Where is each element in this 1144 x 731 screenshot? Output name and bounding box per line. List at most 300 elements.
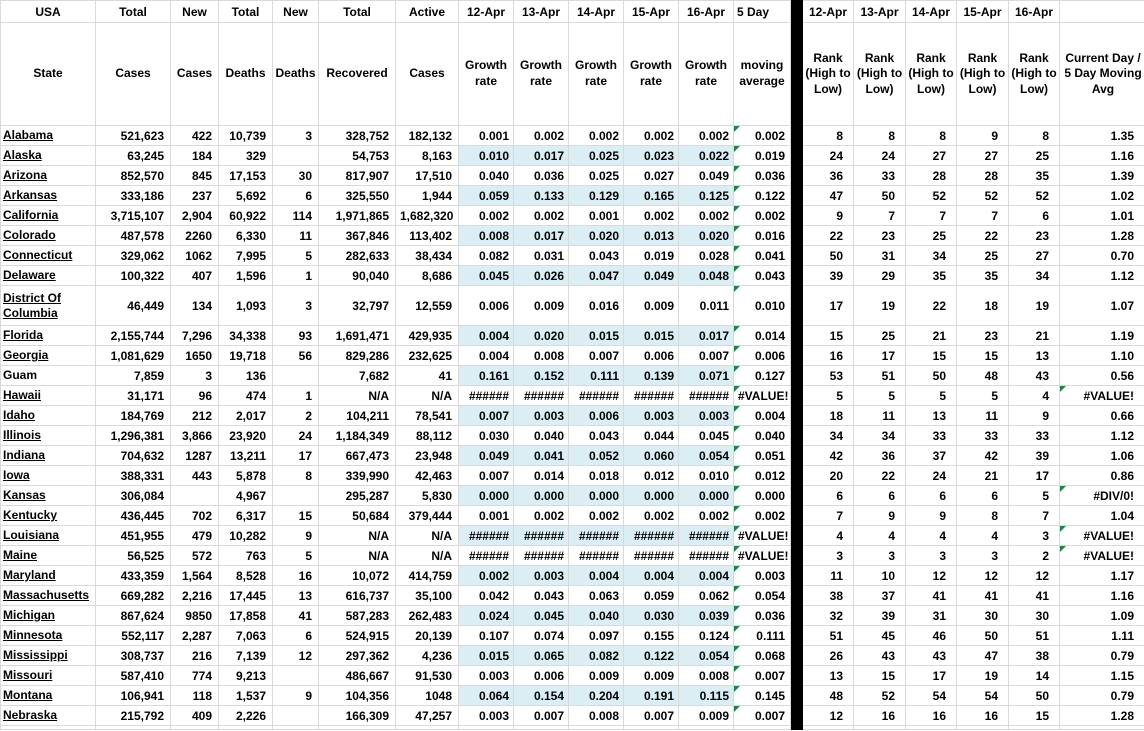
cell-growth-rate[interactable]: 0.015: [459, 646, 514, 666]
cell-new-cases[interactable]: 1062: [171, 246, 219, 266]
cell-rank[interactable]: 36: [854, 446, 906, 466]
header-state[interactable]: State: [1, 23, 96, 126]
cell-state[interactable]: District Of Columbia: [1, 286, 96, 326]
cell-active-cases[interactable]: 414,759: [396, 566, 459, 586]
header-date-13apr-rank[interactable]: 13-Apr: [854, 1, 906, 23]
cell-growth-rate[interactable]: ######: [624, 546, 679, 566]
cell-current-day-ratio[interactable]: 1.28: [1060, 706, 1144, 726]
header-moving-average[interactable]: moving average: [734, 23, 791, 126]
cell-active-cases[interactable]: N/A: [396, 526, 459, 546]
cell-rank[interactable]: 50: [854, 186, 906, 206]
header-rank-13apr[interactable]: Rank (High to Low): [854, 23, 906, 126]
cell-growth-rate[interactable]: 0.064: [459, 686, 514, 706]
cell-rank[interactable]: 47: [957, 646, 1009, 666]
cell-rank[interactable]: 33: [957, 426, 1009, 446]
cell-new-deaths[interactable]: [273, 706, 319, 726]
cell-rank[interactable]: 16: [803, 346, 854, 366]
cell-rank[interactable]: 14: [1009, 666, 1060, 686]
cell-recovered[interactable]: 817,907: [319, 166, 396, 186]
cell-rank[interactable]: 9: [803, 206, 854, 226]
cell-state[interactable]: Guam: [1, 366, 96, 386]
cell-rank[interactable]: 41: [906, 586, 957, 606]
cell-growth-rate[interactable]: 0.025: [569, 146, 624, 166]
cell-active-cases[interactable]: N/A: [396, 386, 459, 406]
cell-growth-rate[interactable]: 0.045: [679, 426, 734, 446]
cell-rank[interactable]: 24: [803, 146, 854, 166]
cell-growth-rate[interactable]: 0.044: [624, 426, 679, 446]
cell-moving-average[interactable]: 0.006: [734, 346, 791, 366]
cell-growth-rate[interactable]: 0.007: [569, 346, 624, 366]
cell-state[interactable]: Louisiana: [1, 526, 96, 546]
cell-state[interactable]: Connecticut: [1, 246, 96, 266]
cell-recovered[interactable]: 367,846: [319, 226, 396, 246]
cell-new-cases[interactable]: 7,296: [171, 326, 219, 346]
cell-current-day-ratio[interactable]: #VALUE!: [1060, 526, 1144, 546]
cell-new-deaths[interactable]: 8: [273, 466, 319, 486]
cell-growth-rate[interactable]: 0.115: [679, 686, 734, 706]
cell-total-cases[interactable]: 1,296,381: [96, 426, 171, 446]
cell-growth-rate[interactable]: 0.004: [624, 566, 679, 586]
cell-total-deaths[interactable]: 6,317: [219, 506, 273, 526]
cell-active-cases[interactable]: 182,132: [396, 126, 459, 146]
cell-rank[interactable]: 53: [803, 366, 854, 386]
cell-growth-rate[interactable]: 0.139: [624, 366, 679, 386]
cell-new-cases[interactable]: 9850: [171, 606, 219, 626]
cell-growth-rate[interactable]: 0.028: [679, 246, 734, 266]
cell-rank[interactable]: 51: [854, 366, 906, 386]
cell-recovered[interactable]: 829,286: [319, 346, 396, 366]
cell-growth-rate[interactable]: 0.004: [459, 326, 514, 346]
cell-new-deaths[interactable]: 17: [273, 446, 319, 466]
cell-growth-rate[interactable]: 0.031: [514, 246, 569, 266]
cell-growth-rate[interactable]: 0.000: [679, 486, 734, 506]
cell-rank[interactable]: 37: [906, 446, 957, 466]
cell-new-deaths[interactable]: 56: [273, 346, 319, 366]
cell-recovered[interactable]: 282,633: [319, 246, 396, 266]
cell-rank[interactable]: 38: [1009, 646, 1060, 666]
cell-state[interactable]: Indiana: [1, 446, 96, 466]
cell-growth-rate[interactable]: 0.041: [514, 446, 569, 466]
cell-growth-rate[interactable]: 0.040: [514, 426, 569, 446]
cell-total-cases[interactable]: 100,322: [96, 266, 171, 286]
cell-growth-rate[interactable]: 0.161: [459, 366, 514, 386]
cell-rank[interactable]: 19: [957, 666, 1009, 686]
cell-total-deaths[interactable]: 8,528: [219, 566, 273, 586]
cell-rank[interactable]: 9: [1009, 406, 1060, 426]
cell-rank[interactable]: 29: [854, 266, 906, 286]
cell-moving-average[interactable]: 0.054: [734, 586, 791, 606]
cell-growth-rate[interactable]: 0.003: [514, 406, 569, 426]
cell-total-deaths[interactable]: 17,445: [219, 586, 273, 606]
cell-new-cases[interactable]: 422: [171, 126, 219, 146]
cell-growth-rate[interactable]: 0.007: [514, 706, 569, 726]
cell-growth-rate[interactable]: 0.007: [624, 706, 679, 726]
cell-active-cases[interactable]: 4,236: [396, 646, 459, 666]
cell-total-cases[interactable]: 31,171: [96, 386, 171, 406]
cell-new-cases[interactable]: [171, 486, 219, 506]
cell-growth-rate[interactable]: 0.054: [679, 646, 734, 666]
cell-recovered[interactable]: 486,667: [319, 666, 396, 686]
cell-total-deaths[interactable]: 60,922: [219, 206, 273, 226]
cell-growth-rate[interactable]: 0.002: [679, 206, 734, 226]
header-new-cases[interactable]: Cases: [171, 23, 219, 126]
cell-rank[interactable]: 11: [854, 406, 906, 426]
cell-state[interactable]: Mississippi: [1, 646, 96, 666]
cell-growth-rate[interactable]: 0.015: [569, 326, 624, 346]
cell-total-deaths[interactable]: 7,995: [219, 246, 273, 266]
header-date-12apr-rank[interactable]: 12-Apr: [803, 1, 854, 23]
cell-moving-average[interactable]: 0.000: [734, 486, 791, 506]
cell-rank[interactable]: 17: [1009, 466, 1060, 486]
cell-rank[interactable]: 16: [906, 706, 957, 726]
cell-new-deaths[interactable]: 41: [273, 606, 319, 626]
cell-rank[interactable]: 8: [906, 126, 957, 146]
cell-rank[interactable]: 23: [1009, 226, 1060, 246]
cell-growth-rate[interactable]: 0.014: [514, 466, 569, 486]
cell-new-cases[interactable]: 184: [171, 146, 219, 166]
cell-new-deaths[interactable]: 13: [273, 586, 319, 606]
cell-recovered[interactable]: 90,040: [319, 266, 396, 286]
cell-growth-rate[interactable]: 0.062: [679, 586, 734, 606]
header-deaths[interactable]: Deaths: [219, 23, 273, 126]
cell-rank[interactable]: 15: [854, 666, 906, 686]
cell-rank[interactable]: 12: [803, 706, 854, 726]
cell-active-cases[interactable]: 1,944: [396, 186, 459, 206]
cell-growth-rate[interactable]: ######: [514, 546, 569, 566]
cell-growth-rate[interactable]: 0.009: [624, 286, 679, 326]
cell-growth-rate[interactable]: ######: [459, 526, 514, 546]
cell-new-deaths[interactable]: 5: [273, 246, 319, 266]
header-blank[interactable]: [1060, 1, 1144, 23]
cell-growth-rate[interactable]: 0.204: [569, 686, 624, 706]
cell-rank[interactable]: 15: [906, 346, 957, 366]
cell-rank[interactable]: 33: [854, 166, 906, 186]
cell-current-day-ratio[interactable]: #VALUE!: [1060, 386, 1144, 406]
cell-new-cases[interactable]: 216: [171, 646, 219, 666]
cell-state[interactable]: Missouri: [1, 666, 96, 686]
cell-growth-rate[interactable]: 0.023: [624, 146, 679, 166]
header-date-15apr-growth[interactable]: 15-Apr: [624, 1, 679, 23]
header-cases[interactable]: Cases: [96, 23, 171, 126]
cell-growth-rate[interactable]: 0.002: [679, 126, 734, 146]
cell-growth-rate[interactable]: 0.019: [624, 246, 679, 266]
cell-state[interactable]: California: [1, 206, 96, 226]
cell-active-cases[interactable]: 47,257: [396, 706, 459, 726]
cell-rank[interactable]: 31: [906, 606, 957, 626]
cell-state[interactable]: Hawaii: [1, 386, 96, 406]
cell-growth-rate[interactable]: 0.002: [514, 206, 569, 226]
cell-rank[interactable]: 4: [1009, 386, 1060, 406]
cell-rank[interactable]: 18: [803, 406, 854, 426]
cell-growth-rate[interactable]: 0.155: [624, 626, 679, 646]
cell-active-cases[interactable]: 42,463: [396, 466, 459, 486]
cell-growth-rate[interactable]: 0.125: [679, 186, 734, 206]
cell-growth-rate[interactable]: 0.001: [459, 506, 514, 526]
cell-growth-rate[interactable]: 0.007: [459, 406, 514, 426]
cell-rank[interactable]: 3: [906, 546, 957, 566]
cell-growth-rate[interactable]: 0.039: [679, 606, 734, 626]
cell-state[interactable]: Arizona: [1, 166, 96, 186]
cell-total-cases[interactable]: 215,792: [96, 706, 171, 726]
cell-rank[interactable]: 8: [803, 126, 854, 146]
cell-growth-rate[interactable]: 0.008: [459, 226, 514, 246]
cell-rank[interactable]: 6: [906, 486, 957, 506]
cell-new-cases[interactable]: 572: [171, 546, 219, 566]
cell-new-cases[interactable]: 212: [171, 406, 219, 426]
cell-growth-rate[interactable]: ######: [624, 526, 679, 546]
cell-growth-rate[interactable]: 0.009: [624, 666, 679, 686]
cell-total-cases[interactable]: 333,186: [96, 186, 171, 206]
cell-active-cases[interactable]: N/A: [396, 546, 459, 566]
cell-total-cases[interactable]: 587,410: [96, 666, 171, 686]
cell-rank[interactable]: 23: [854, 226, 906, 246]
cell-moving-average[interactable]: #VALUE!: [734, 526, 791, 546]
cell-growth-rate[interactable]: 0.004: [459, 346, 514, 366]
cell-active-cases[interactable]: 1,682,320: [396, 206, 459, 226]
cell-new-cases[interactable]: 118: [171, 686, 219, 706]
cell-new-cases[interactable]: 2,904: [171, 206, 219, 226]
cell-growth-rate[interactable]: 0.040: [459, 166, 514, 186]
cell-new-deaths[interactable]: [273, 666, 319, 686]
cell-rank[interactable]: 42: [803, 446, 854, 466]
cell-moving-average[interactable]: 0.036: [734, 606, 791, 626]
cell-growth-rate[interactable]: 0.003: [459, 706, 514, 726]
cell-active-cases[interactable]: 12,559: [396, 286, 459, 326]
cell-rank[interactable]: 34: [1009, 266, 1060, 286]
cell-rank[interactable]: 50: [1009, 686, 1060, 706]
cell-rank[interactable]: 52: [906, 186, 957, 206]
cell-growth-rate[interactable]: 0.043: [569, 426, 624, 446]
cell-growth-rate[interactable]: ######: [624, 386, 679, 406]
cell-new-deaths[interactable]: 6: [273, 186, 319, 206]
cell-growth-rate[interactable]: 0.008: [679, 666, 734, 686]
cell-moving-average[interactable]: 0.127: [734, 366, 791, 386]
cell-total-cases[interactable]: 63,245: [96, 146, 171, 166]
cell-current-day-ratio[interactable]: 1.28: [1060, 226, 1144, 246]
cell-current-day-ratio[interactable]: 1.35: [1060, 126, 1144, 146]
cell-growth-rate[interactable]: 0.063: [569, 586, 624, 606]
cell-recovered[interactable]: 616,737: [319, 586, 396, 606]
cell-rank[interactable]: 12: [906, 566, 957, 586]
cell-growth-rate[interactable]: 0.016: [569, 286, 624, 326]
cell-moving-average[interactable]: #VALUE!: [734, 386, 791, 406]
cell-growth-rate[interactable]: ######: [459, 546, 514, 566]
cell-growth-rate[interactable]: 0.004: [679, 566, 734, 586]
header-rank-15apr[interactable]: Rank (High to Low): [957, 23, 1009, 126]
cell-current-day-ratio[interactable]: 0.86: [1060, 466, 1144, 486]
cell-total-cases[interactable]: 106,941: [96, 686, 171, 706]
cell-rank[interactable]: 35: [1009, 166, 1060, 186]
cell-new-deaths[interactable]: 16: [273, 566, 319, 586]
cell-recovered[interactable]: 1,691,471: [319, 326, 396, 346]
cell-new-deaths[interactable]: [273, 486, 319, 506]
cell-total-deaths[interactable]: 2,017: [219, 406, 273, 426]
cell-growth-rate[interactable]: 0.002: [569, 506, 624, 526]
cell-rank[interactable]: 5: [906, 386, 957, 406]
cell-total-deaths[interactable]: 763: [219, 546, 273, 566]
cell-growth-rate[interactable]: 0.006: [459, 286, 514, 326]
cell-moving-average[interactable]: 0.002: [734, 506, 791, 526]
cell-active-cases[interactable]: 88,112: [396, 426, 459, 446]
cell-growth-rate[interactable]: 0.042: [459, 586, 514, 606]
cell-rank[interactable]: 27: [1009, 246, 1060, 266]
cell-current-day-ratio[interactable]: 0.66: [1060, 406, 1144, 426]
cell-recovered[interactable]: 104,356: [319, 686, 396, 706]
cell-recovered[interactable]: 524,915: [319, 626, 396, 646]
cell-active-cases[interactable]: 17,510: [396, 166, 459, 186]
cell-rank[interactable]: 43: [1009, 366, 1060, 386]
cell-rank[interactable]: 3: [1009, 526, 1060, 546]
cell-recovered[interactable]: 166,309: [319, 706, 396, 726]
cell-recovered[interactable]: N/A: [319, 526, 396, 546]
cell-growth-rate[interactable]: 0.022: [679, 146, 734, 166]
cell-rank[interactable]: 33: [906, 426, 957, 446]
cell-growth-rate[interactable]: 0.049: [624, 266, 679, 286]
cell-growth-rate[interactable]: 0.000: [514, 486, 569, 506]
cell-growth-rate[interactable]: 0.129: [569, 186, 624, 206]
cell-recovered[interactable]: 295,287: [319, 486, 396, 506]
cell-new-cases[interactable]: 702: [171, 506, 219, 526]
header-active-cases[interactable]: Cases: [396, 23, 459, 126]
cell-moving-average[interactable]: 0.002: [734, 126, 791, 146]
cell-rank[interactable]: 4: [854, 526, 906, 546]
cell-growth-rate[interactable]: 0.003: [624, 406, 679, 426]
cell-rank[interactable]: 13: [906, 406, 957, 426]
cell-total-cases[interactable]: 388,331: [96, 466, 171, 486]
cell-growth-rate[interactable]: 0.074: [514, 626, 569, 646]
cell-growth-rate[interactable]: 0.024: [459, 606, 514, 626]
cell-active-cases[interactable]: 38,434: [396, 246, 459, 266]
cell-recovered[interactable]: 104,211: [319, 406, 396, 426]
cell-growth-rate[interactable]: 0.000: [459, 486, 514, 506]
cell-total-cases[interactable]: 867,624: [96, 606, 171, 626]
cell-moving-average[interactable]: 0.036: [734, 166, 791, 186]
cell-rank[interactable]: 10: [854, 566, 906, 586]
cell-rank[interactable]: 23: [957, 326, 1009, 346]
cell-growth-rate[interactable]: 0.003: [679, 406, 734, 426]
cell-rank[interactable]: 19: [854, 286, 906, 326]
cell-rank[interactable]: 6: [1009, 206, 1060, 226]
cell-rank[interactable]: 41: [1009, 586, 1060, 606]
cell-growth-rate[interactable]: 0.002: [679, 506, 734, 526]
cell-new-cases[interactable]: 774: [171, 666, 219, 686]
cell-total-cases[interactable]: 7,859: [96, 366, 171, 386]
cell-rank[interactable]: 18: [957, 286, 1009, 326]
cell-current-day-ratio[interactable]: 1.15: [1060, 666, 1144, 686]
cell-total-deaths[interactable]: 4,967: [219, 486, 273, 506]
cell-rank[interactable]: 31: [854, 246, 906, 266]
cell-recovered[interactable]: 54,753: [319, 146, 396, 166]
cell-total-deaths[interactable]: 2,226: [219, 706, 273, 726]
cell-growth-rate[interactable]: 0.010: [459, 146, 514, 166]
cell-moving-average[interactable]: 0.145: [734, 686, 791, 706]
cell-moving-average[interactable]: 0.068: [734, 646, 791, 666]
cell-moving-average[interactable]: 0.051: [734, 446, 791, 466]
cell-new-deaths[interactable]: 15: [273, 506, 319, 526]
cell-state[interactable]: Michigan: [1, 606, 96, 626]
cell-total-deaths[interactable]: 34,338: [219, 326, 273, 346]
cell-growth-rate[interactable]: 0.009: [569, 666, 624, 686]
cell-state[interactable]: Alaska: [1, 146, 96, 166]
cell-rank[interactable]: 46: [906, 626, 957, 646]
cell-state[interactable]: Illinois: [1, 426, 96, 446]
cell-growth-rate[interactable]: 0.045: [514, 606, 569, 626]
cell-rank[interactable]: 2: [1009, 546, 1060, 566]
cell-moving-average[interactable]: 0.007: [734, 706, 791, 726]
cell-growth-rate[interactable]: 0.013: [624, 226, 679, 246]
cell-active-cases[interactable]: 91,530: [396, 666, 459, 686]
cell-rank[interactable]: 3: [854, 546, 906, 566]
cell-growth-rate[interactable]: 0.010: [679, 466, 734, 486]
cell-moving-average[interactable]: 0.010: [734, 286, 791, 326]
cell-moving-average[interactable]: 0.012: [734, 466, 791, 486]
cell-total-deaths[interactable]: 13,211: [219, 446, 273, 466]
cell-growth-rate[interactable]: 0.002: [459, 566, 514, 586]
cell-recovered[interactable]: 328,752: [319, 126, 396, 146]
cell-current-day-ratio[interactable]: 1.19: [1060, 326, 1144, 346]
cell-rank[interactable]: 26: [803, 646, 854, 666]
cell-active-cases[interactable]: 379,444: [396, 506, 459, 526]
header-rank-14apr[interactable]: Rank (High to Low): [906, 23, 957, 126]
cell-rank[interactable]: 50: [803, 246, 854, 266]
cell-growth-rate[interactable]: 0.018: [569, 466, 624, 486]
cell-rank[interactable]: 15: [1009, 706, 1060, 726]
cell-rank[interactable]: 25: [1009, 146, 1060, 166]
cell-recovered[interactable]: 667,473: [319, 446, 396, 466]
header-new-deaths-top[interactable]: New: [273, 1, 319, 23]
cell-recovered[interactable]: N/A: [319, 546, 396, 566]
cell-active-cases[interactable]: 20,139: [396, 626, 459, 646]
cell-active-cases[interactable]: 429,935: [396, 326, 459, 346]
cell-growth-rate[interactable]: 0.001: [459, 126, 514, 146]
cell-state[interactable]: Kansas: [1, 486, 96, 506]
cell-rank[interactable]: 25: [906, 226, 957, 246]
cell-total-deaths[interactable]: 329: [219, 146, 273, 166]
cell-growth-rate[interactable]: 0.026: [514, 266, 569, 286]
cell-recovered[interactable]: 1,971,865: [319, 206, 396, 226]
cell-rank[interactable]: 28: [906, 166, 957, 186]
cell-rank[interactable]: 52: [1009, 186, 1060, 206]
cell-total-cases[interactable]: 3,715,107: [96, 206, 171, 226]
cell-rank[interactable]: 48: [803, 686, 854, 706]
cell-total-deaths[interactable]: 17,858: [219, 606, 273, 626]
cell-growth-rate[interactable]: ######: [679, 546, 734, 566]
cell-rank[interactable]: 25: [854, 326, 906, 346]
cell-rank[interactable]: 34: [906, 246, 957, 266]
header-growth-rate-14apr[interactable]: Growth rate: [569, 23, 624, 126]
cell-rank[interactable]: 5: [1009, 486, 1060, 506]
cell-rank[interactable]: 17: [854, 346, 906, 366]
cell-growth-rate[interactable]: 0.052: [569, 446, 624, 466]
cell-rank[interactable]: 5: [854, 386, 906, 406]
cell-active-cases[interactable]: 113,402: [396, 226, 459, 246]
cell-total-cases[interactable]: 2,155,744: [96, 326, 171, 346]
cell-rank[interactable]: 6: [854, 486, 906, 506]
cell-growth-rate[interactable]: ######: [514, 386, 569, 406]
cell-growth-rate[interactable]: 0.012: [624, 466, 679, 486]
cell-recovered[interactable]: 587,283: [319, 606, 396, 626]
cell-active-cases[interactable]: 1048: [396, 686, 459, 706]
cell-growth-rate[interactable]: ######: [679, 386, 734, 406]
cell-rank[interactable]: 9: [906, 506, 957, 526]
cell-new-deaths[interactable]: 1: [273, 386, 319, 406]
cell-active-cases[interactable]: 78,541: [396, 406, 459, 426]
cell-growth-rate[interactable]: 0.020: [679, 226, 734, 246]
cell-moving-average[interactable]: 0.019: [734, 146, 791, 166]
cell-growth-rate[interactable]: 0.003: [514, 566, 569, 586]
cell-total-cases[interactable]: 308,737: [96, 646, 171, 666]
cell-active-cases[interactable]: 8,163: [396, 146, 459, 166]
